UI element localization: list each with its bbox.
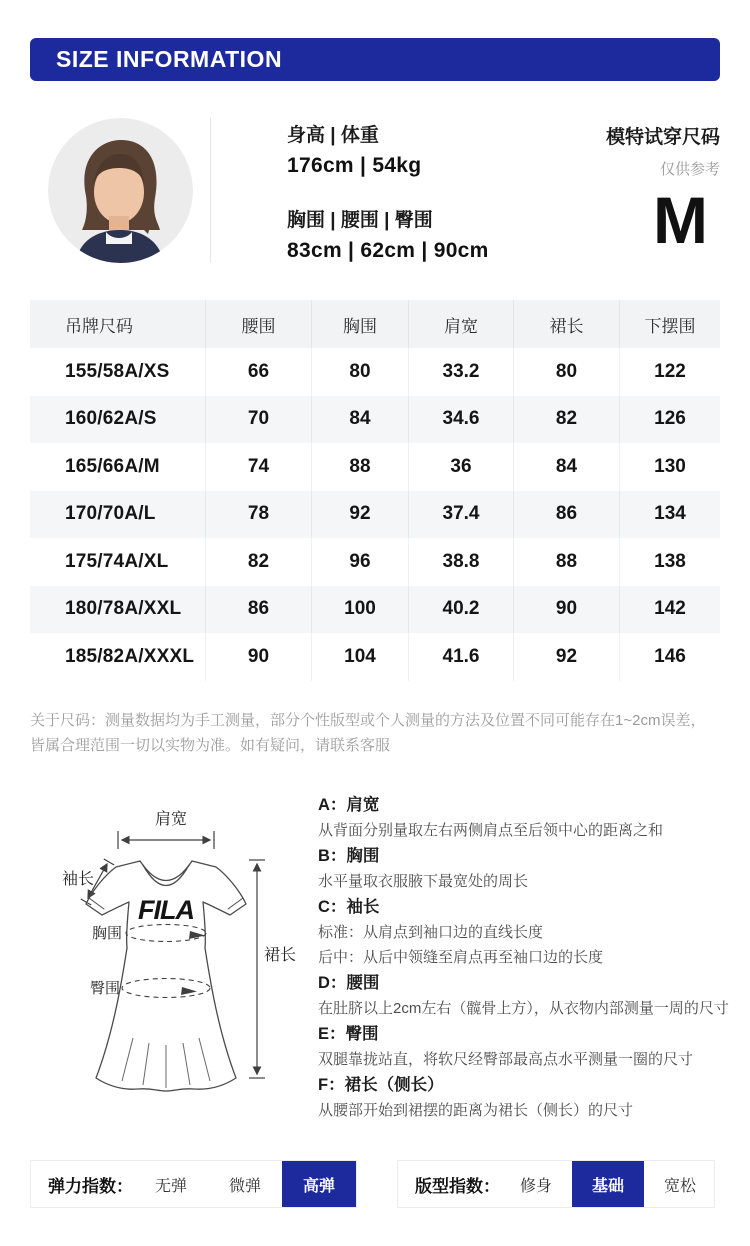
col-header-tag-size: 吊牌尺码	[30, 300, 206, 348]
cell-skirt-length: 92	[514, 633, 620, 681]
measure-desc: 从背面分别量取左右两侧肩点至后领中心的距离之和	[318, 822, 664, 839]
measure-desc: 从腰部开始到裙摆的距离为裙长（侧长）的尺寸	[318, 1102, 634, 1119]
diagram-label-sleeve: 袖长	[61, 871, 95, 888]
table-row	[30, 443, 720, 491]
stat-value-height-weight: 176cm | 54kg	[287, 154, 422, 177]
cell-bust: 96	[312, 538, 409, 586]
hip-measure-ellipse	[122, 979, 210, 998]
measure-key: E：臀围	[318, 1025, 379, 1043]
cell-bust: 80	[312, 348, 409, 396]
measure-key: A：肩宽	[318, 796, 380, 814]
cell-size: 160/62A/S	[30, 396, 206, 444]
diagram-label-skirt-length: 裙长	[264, 947, 297, 964]
fit-index-box	[397, 1160, 715, 1208]
cell-skirt-length: 84	[514, 443, 620, 491]
fit-title: 模特试穿尺码	[605, 127, 720, 148]
size-disclaimer-note: 关于尺码：测量数据均为手工测量，部分个性版型或个人测量的方法及位置不同可能存在1~2cm误差，皆属合理范围一切以实物为准。如有疑问，请联系客服	[30, 712, 706, 754]
measure-item-D	[318, 970, 730, 1021]
fila-logo: FILA	[138, 895, 194, 925]
model-portrait-illustration	[48, 118, 193, 263]
cell-shoulder: 38.8	[409, 538, 514, 586]
cell-bust: 88	[312, 443, 409, 491]
diagram-label-hip: 臀围	[89, 980, 121, 997]
fit-option-regular[interactable]: 基础	[572, 1161, 644, 1207]
cell-shoulder: 41.6	[409, 633, 514, 681]
measure-desc: 双腿靠拢站直，将软尺经臀部最高点水平测量一圈的尺寸	[318, 1051, 694, 1068]
stretch-option-none[interactable]: 无弹	[154, 1177, 187, 1195]
table-row	[30, 491, 720, 539]
cell-waist: 74	[206, 443, 312, 491]
model-photo	[48, 118, 193, 263]
cell-skirt-length: 82	[514, 396, 620, 444]
measure-item-F	[318, 1072, 730, 1123]
table-row	[30, 396, 720, 444]
stat-label-height-weight: 身高 | 体重	[287, 125, 379, 146]
page-title: SIZE INFORMATION	[56, 46, 283, 72]
cell-skirt-length: 86	[514, 491, 620, 539]
cell-waist: 86	[206, 586, 312, 634]
dress-measurement-diagram	[30, 788, 315, 1136]
measure-item-A	[318, 792, 730, 843]
cell-hem: 126	[654, 408, 686, 430]
cell-hem: 138	[654, 550, 686, 572]
table-row	[30, 348, 720, 396]
stat-label-bust-waist-hip: 胸围 | 腰围 | 臀围	[287, 210, 433, 231]
hip-arrowhead	[181, 987, 197, 995]
cell-size: 165/66A/M	[30, 443, 206, 491]
table-row	[30, 586, 720, 634]
measure-item-C	[318, 894, 730, 970]
measure-desc: 水平量取衣服腋下最宽处的周长	[318, 873, 529, 890]
cell-bust: 84	[312, 396, 409, 444]
diagram-label-bust: 胸围	[91, 925, 123, 942]
measure-key: B：胸围	[318, 847, 380, 865]
measure-desc: 在肚脐以上2cm左右（髋骨上方），从衣物内部测量一周的尺寸	[318, 1000, 729, 1017]
cell-size: 185/82A/XXXL	[30, 633, 206, 681]
cell-size: 170/70A/L	[30, 491, 206, 539]
table-row	[30, 538, 720, 586]
table-row	[30, 633, 720, 681]
size-table	[30, 300, 720, 681]
section-header-bar	[30, 38, 720, 81]
table-header-row	[30, 300, 720, 348]
cell-waist: 70	[206, 396, 312, 444]
measure-item-B	[318, 843, 730, 894]
col-header-bust: 胸围	[312, 300, 409, 348]
measure-key: F：裙长（侧长）	[318, 1076, 444, 1094]
cell-size: 180/78A/XXL	[30, 586, 206, 634]
cell-hem: 122	[654, 360, 686, 382]
cell-size: 175/74A/XL	[30, 538, 206, 586]
col-header-hem: 下摆围	[644, 316, 696, 336]
diagram-label-shoulder: 肩宽	[154, 811, 188, 828]
cell-waist: 82	[206, 538, 312, 586]
skirt-pleats	[122, 1038, 210, 1088]
cell-bust: 104	[312, 633, 409, 681]
cell-bust: 92	[312, 491, 409, 539]
measure-desc: 标准：从肩点到袖口边的直线长度	[318, 924, 544, 941]
fit-note: 仅供参考	[659, 161, 720, 178]
fit-option-loose[interactable]: 宽松	[663, 1177, 696, 1195]
cell-skirt-length: 80	[514, 348, 620, 396]
measurement-explanations	[318, 792, 730, 1123]
measure-desc: 后中：从后中领缝至肩点再至袖口边的长度	[318, 949, 604, 966]
stretch-option-high[interactable]: 高弹	[282, 1161, 356, 1207]
measure-key: C：袖长	[318, 898, 380, 916]
cell-shoulder: 33.2	[409, 348, 514, 396]
model-stats	[287, 120, 489, 290]
model-fit-block	[605, 122, 720, 257]
cell-hem: 142	[654, 598, 686, 620]
cell-waist: 90	[206, 633, 312, 681]
col-header-waist: 腰围	[206, 300, 312, 348]
cell-shoulder: 40.2	[409, 586, 514, 634]
cell-hem: 134	[654, 503, 686, 525]
cell-waist: 66	[206, 348, 312, 396]
stretch-index-label: 弹力指数：	[48, 1176, 133, 1196]
stat-value-bust-waist-hip: 83cm | 62cm | 90cm	[287, 239, 489, 262]
bust-arrowhead	[189, 931, 205, 939]
cell-hem: 146	[654, 645, 686, 667]
measure-item-E	[318, 1021, 730, 1072]
cell-size: 155/58A/XS	[30, 348, 206, 396]
cell-hem: 130	[654, 455, 686, 477]
cell-waist: 78	[206, 491, 312, 539]
col-header-skirt-length: 裙长	[514, 300, 620, 348]
stretch-index-box	[30, 1160, 357, 1208]
cell-bust: 100	[312, 586, 409, 634]
cell-shoulder: 36	[409, 443, 514, 491]
col-header-shoulder: 肩宽	[409, 300, 514, 348]
fit-index-label: 版型指数：	[415, 1176, 500, 1196]
cell-skirt-length: 90	[514, 586, 620, 634]
stretch-option-slight[interactable]: 微弹	[228, 1177, 261, 1195]
cell-shoulder: 37.4	[409, 491, 514, 539]
fit-option-slim[interactable]: 修身	[519, 1177, 552, 1195]
vertical-divider	[210, 118, 211, 263]
tick-line	[104, 859, 114, 865]
cell-skirt-length: 88	[514, 538, 620, 586]
cell-shoulder: 34.6	[409, 396, 514, 444]
fit-size-value: M	[653, 183, 708, 257]
measure-key: D：腰围	[318, 974, 380, 992]
